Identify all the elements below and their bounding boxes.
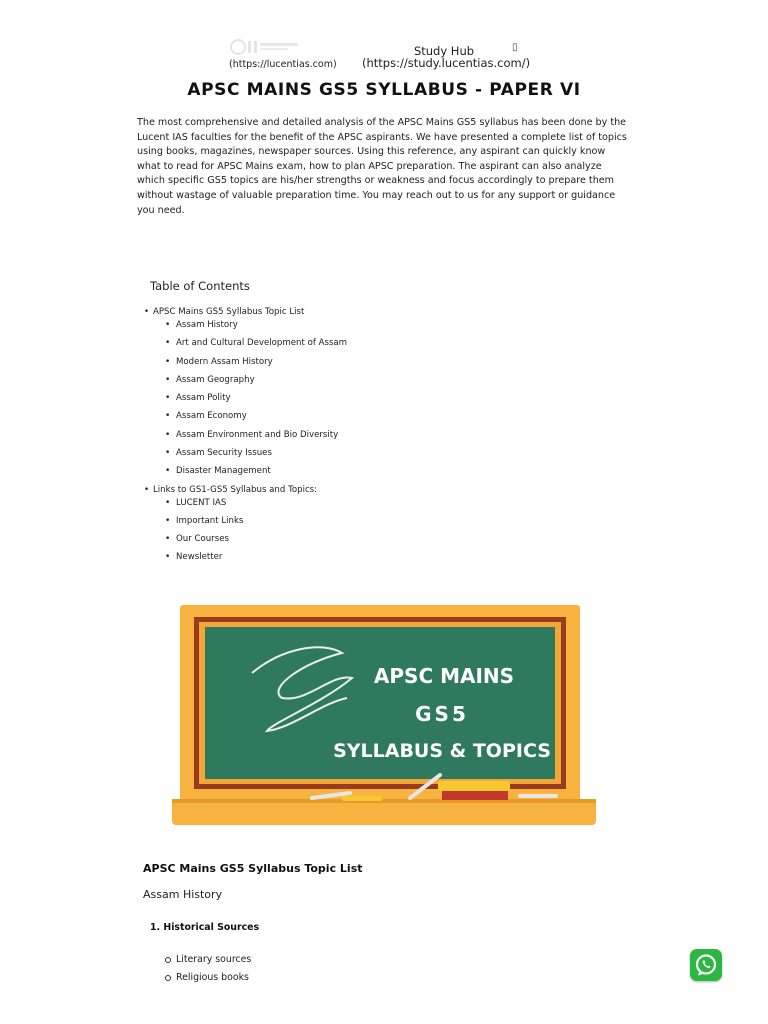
toc-item-label[interactable]: Our Courses — [176, 534, 229, 544]
bullet-icon: • — [165, 338, 171, 348]
bullet-icon: • — [144, 307, 150, 317]
toc-item-environment[interactable] — [165, 430, 339, 440]
intro-paragraph: The most comprehensive and detailed analysis of the APSC Mains GS5 syllabus has been done by the Lucent IAS faculties for the benefit of the APSC aspirants. We have presented a complete list of topics using books, magazines, newspaper sources. Using this reference, any aspirant can quickly know what to read for APSC Mains exam, how to plan APSC preparation. The aspirant can also analyze which specific GS5 topics are his/her strengths or weakness and focus accordingly to prepare them without wastage of valuable preparation time. You may reach out to us for any support or guidance you need. — [137, 117, 627, 216]
study-hub-title[interactable]: Study Hub — [413, 44, 475, 58]
whatsapp-button[interactable] — [690, 949, 722, 981]
toc-item-economy[interactable] — [165, 411, 247, 421]
board-ledge-edge — [172, 799, 596, 803]
list-item-label: Religious books — [176, 972, 249, 983]
toc-item-lucent-ias[interactable] — [165, 498, 227, 508]
bullet-icon: • — [165, 430, 171, 440]
toc-item-label[interactable]: Assam History — [176, 320, 238, 330]
toc-item-art-culture[interactable] — [165, 338, 348, 348]
bullet-icon: • — [165, 516, 171, 526]
whatsapp-icon — [690, 949, 722, 981]
bullet-icon: • — [165, 466, 171, 476]
toc-item-label[interactable]: Disaster Management — [176, 466, 271, 476]
banner-line-2: GS5 — [415, 702, 469, 726]
toc-item-label[interactable]: Assam Geography — [176, 375, 255, 385]
circle-bullet-icon — [165, 975, 171, 981]
page-title: APSC MAINS GS5 SYLLABUS - PAPER VI — [187, 80, 581, 100]
toc-item-modern-history[interactable] — [165, 357, 273, 367]
toc-group-label[interactable]: Links to GS1-GS5 Syllabus and Topics: — [153, 485, 318, 495]
site-url-link[interactable]: (https://lucentias.com) — [229, 59, 337, 70]
bullet-icon: • — [165, 320, 171, 330]
toc-item-label[interactable]: Newsletter — [176, 552, 223, 562]
toc-item-label[interactable]: Art and Cultural Development of Assam — [176, 338, 348, 348]
toc-item-label[interactable]: Modern Assam History — [176, 357, 273, 367]
toc-item-security[interactable] — [165, 448, 272, 458]
chalk-yellow — [342, 796, 382, 801]
list-item — [176, 972, 249, 983]
bullet-icon: • — [165, 375, 171, 385]
banner-line-3: SYLLABUS & TOPICS — [333, 740, 551, 762]
subsection-heading: Assam History — [143, 888, 223, 901]
bullet-icon: • — [165, 411, 171, 421]
toc-item-label[interactable]: Assam Environment and Bio Diversity — [176, 430, 339, 440]
numbered-heading: 1. Historical Sources — [150, 922, 260, 933]
toc-item-label[interactable]: Assam Economy — [176, 411, 247, 421]
toc-item-our-courses[interactable] — [165, 534, 229, 544]
bullet-icon: • — [165, 357, 171, 367]
toc-group-links[interactable] — [144, 485, 318, 495]
toc-group-syllabus[interactable] — [144, 307, 305, 317]
toc-item-label[interactable]: Assam Polity — [176, 393, 231, 403]
toc-item-label[interactable]: Important Links — [176, 516, 244, 526]
chalkboard-graphic — [172, 603, 596, 829]
toc-item-important-links[interactable] — [165, 516, 244, 526]
bullet-icon: • — [165, 448, 171, 458]
bullet-icon: • — [165, 393, 171, 403]
banner-line-1: APSC MAINS — [373, 664, 515, 688]
eraser-top — [438, 781, 510, 791]
toc-item-geography[interactable] — [165, 375, 255, 385]
bullet-icon: • — [144, 485, 150, 495]
toc-item-label[interactable]: Assam Security Issues — [176, 448, 272, 458]
study-hub-url-link[interactable]: (https://study.lucentias.com/) — [362, 56, 531, 70]
toc-heading: Table of Contents — [150, 279, 250, 293]
list-item — [176, 954, 251, 965]
toc-item-assam-history[interactable] — [165, 320, 238, 330]
toc-item-polity[interactable] — [165, 393, 231, 403]
lucent-ias-logo[interactable] — [228, 36, 302, 58]
missing-glyph-icon: ▯ — [512, 42, 518, 53]
bullet-icon: • — [165, 498, 171, 508]
toc-group-label[interactable]: APSC Mains GS5 Syllabus Topic List — [153, 307, 305, 317]
list-item-label: Literary sources — [176, 954, 252, 965]
section-heading: APSC Mains GS5 Syllabus Topic List — [143, 862, 363, 875]
eraser-base — [442, 791, 508, 800]
circle-bullet-icon — [165, 957, 171, 963]
toc-item-label[interactable]: LUCENT IAS — [176, 498, 227, 508]
chalkboard-banner-image — [172, 603, 596, 829]
bullet-icon: • — [165, 534, 171, 544]
toc-item-disaster[interactable] — [165, 466, 271, 476]
toc-item-newsletter[interactable] — [165, 552, 223, 562]
bullet-icon: • — [165, 552, 171, 562]
